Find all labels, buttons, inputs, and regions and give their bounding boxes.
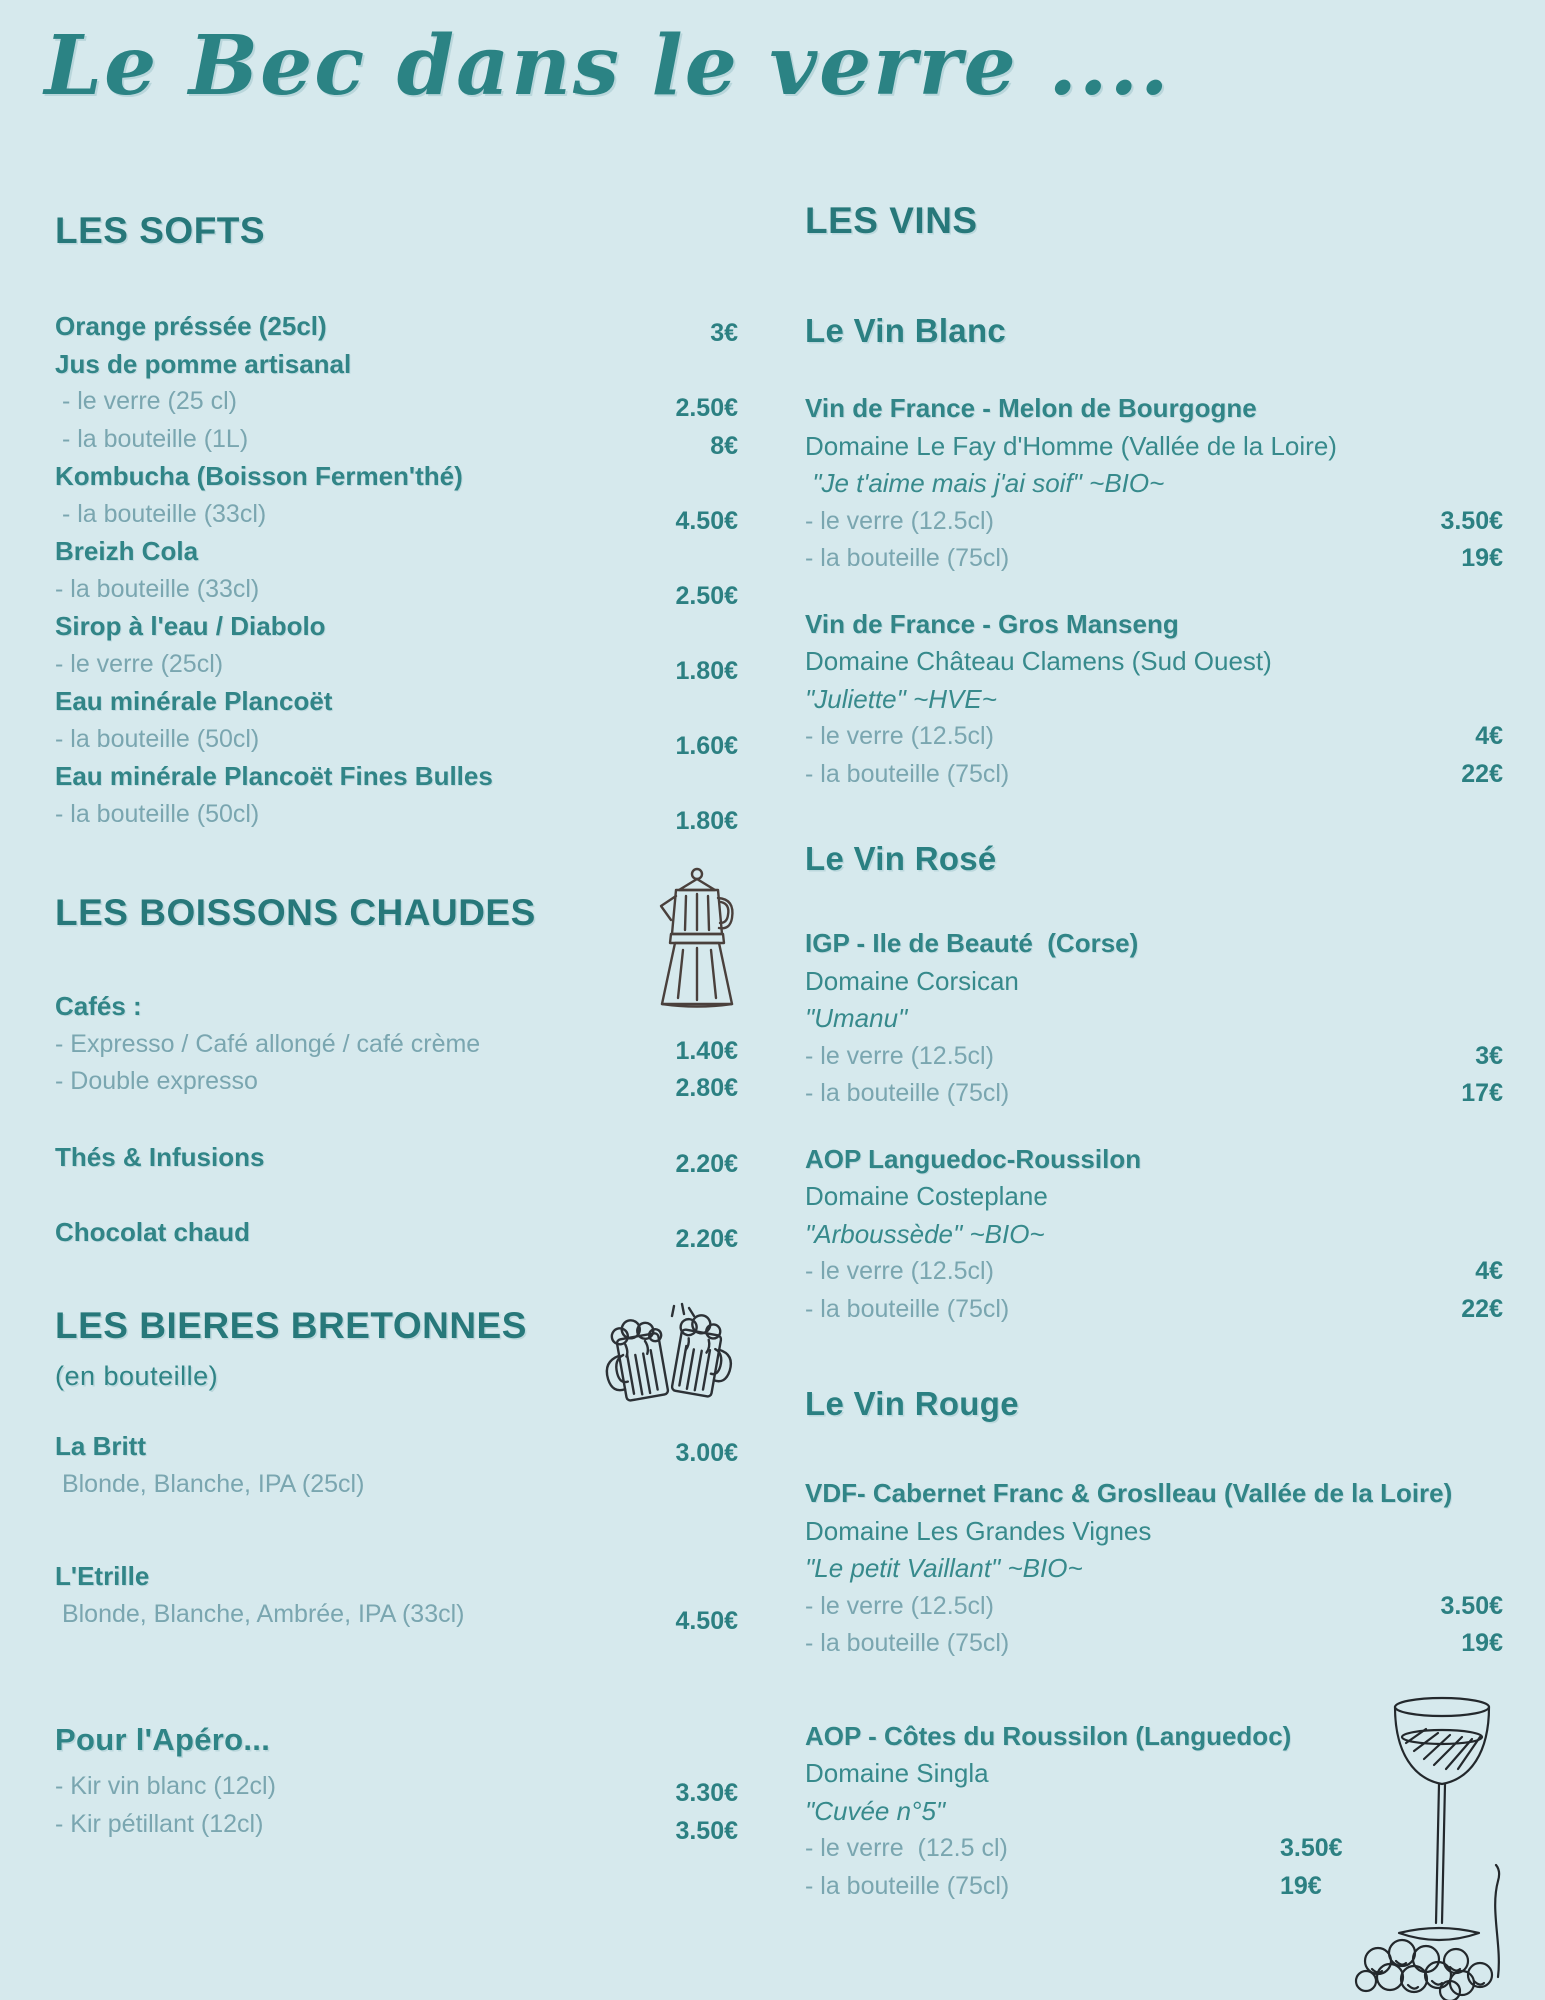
section-header-apero: Pour l'Apéro... bbox=[55, 1722, 271, 1757]
item-label: - la bouteille (50cl) bbox=[55, 799, 260, 828]
item-label: Breizh Cola bbox=[55, 536, 199, 567]
item-label: "Cuvée n°5" bbox=[805, 1795, 946, 1826]
menu-row bbox=[55, 1596, 738, 1634]
menu-row bbox=[805, 606, 1503, 644]
menu-row bbox=[805, 681, 1503, 719]
menu-row bbox=[55, 683, 738, 721]
item-label: - la bouteille (50cl) bbox=[55, 724, 260, 753]
menu-row bbox=[55, 646, 738, 684]
menu-title: Le Bec dans le verre .... bbox=[44, 18, 1171, 114]
price-label: 4€ bbox=[1475, 722, 1503, 751]
menu-row bbox=[55, 1063, 738, 1101]
item-label: Domaine Costeplane bbox=[805, 1181, 1048, 1212]
price-label: 3.50€ bbox=[675, 1816, 738, 1845]
menu-row bbox=[805, 643, 1503, 681]
menu-row bbox=[805, 1625, 1503, 1663]
item-label: - Kir vin blanc (12cl) bbox=[55, 1772, 276, 1801]
menu-row bbox=[55, 796, 738, 834]
item-label: "Je t'aime mais j'ai soif" ~BIO~ bbox=[805, 468, 1165, 499]
item-label: - le verre (12.5cl) bbox=[805, 1591, 994, 1620]
menu-row bbox=[805, 718, 1503, 756]
item-label: Sirop à l'eau / Diabolo bbox=[55, 611, 326, 642]
menu-row bbox=[805, 1113, 1503, 1141]
menu-row bbox=[55, 988, 738, 1026]
menu-row bbox=[805, 1550, 1503, 1588]
bieres-subheader-label: (en bouteille) bbox=[55, 1361, 219, 1391]
menu-row bbox=[805, 1038, 1503, 1076]
item-label: - la bouteille (75cl) bbox=[805, 1294, 1010, 1323]
menu-row bbox=[55, 1558, 738, 1596]
menu-row bbox=[55, 308, 738, 346]
subsection-header-vin-rose: Le Vin Rosé bbox=[805, 840, 997, 877]
vin-rose-list bbox=[805, 925, 1503, 1328]
item-label: - le verre (12.5cl) bbox=[805, 1041, 994, 1070]
price-label: 3.30€ bbox=[675, 1779, 738, 1808]
menu-row bbox=[805, 925, 1503, 963]
item-label: Vin de France - Melon de Bourgogne bbox=[805, 393, 1257, 424]
menu-row bbox=[805, 465, 1503, 503]
item-label: Domaine Corsican bbox=[805, 965, 1019, 996]
menu-row bbox=[55, 383, 738, 421]
item-label: Vin de France - Gros Manseng bbox=[805, 608, 1179, 639]
item-label: - le verre (12.5cl) bbox=[805, 1257, 994, 1286]
menu-row bbox=[805, 1588, 1503, 1626]
price-label: 3.50€ bbox=[1440, 506, 1503, 535]
menu-row bbox=[805, 1000, 1503, 1038]
menu-row bbox=[55, 1176, 738, 1214]
menu-row bbox=[805, 756, 1503, 794]
price-label: 1.80€ bbox=[675, 806, 738, 835]
item-label: VDF- Cabernet Franc & Groslleau (Vallée de la Loire) bbox=[805, 1478, 1453, 1509]
menu-row bbox=[55, 1806, 738, 1844]
item-label: - le verre (12.5cl) bbox=[805, 722, 994, 751]
item-label: "Juliette" ~HVE~ bbox=[805, 683, 997, 714]
vin-blanc-list bbox=[805, 390, 1503, 793]
menu-row bbox=[55, 758, 738, 796]
price-label: 3.00€ bbox=[675, 1439, 738, 1468]
item-label: La Britt bbox=[55, 1431, 146, 1462]
menu-row bbox=[55, 533, 738, 571]
price-label: 3.50€ bbox=[1440, 1591, 1503, 1620]
price-label: 1.40€ bbox=[675, 1036, 738, 1065]
section-header-vins: LES VINS bbox=[805, 200, 978, 241]
item-label: AOP - Côtes du Roussilon (Languedoc) bbox=[805, 1720, 1292, 1751]
price-label: 19€ bbox=[1280, 1871, 1322, 1900]
item-label: "Le petit Vaillant" ~BIO~ bbox=[805, 1553, 1083, 1584]
item-label: Domaine Les Grandes Vignes bbox=[805, 1515, 1152, 1546]
item-label: Orange préssée (25cl) bbox=[55, 311, 327, 342]
menu-row bbox=[55, 608, 738, 646]
price-label: 19€ bbox=[1461, 544, 1503, 573]
price-label: 17€ bbox=[1461, 1079, 1503, 1108]
item-label: IGP - Ile de Beauté (Corse) bbox=[805, 928, 1139, 959]
price-label: 4.50€ bbox=[675, 506, 738, 535]
section-header-boissons-chaudes: LES BOISSONS CHAUDES bbox=[55, 892, 536, 933]
item-label: - Kir pétillant (12cl) bbox=[55, 1809, 264, 1838]
menu-row bbox=[55, 458, 738, 496]
beer-mugs-icon bbox=[590, 1300, 748, 1422]
item-label: "Umanu" bbox=[805, 1003, 908, 1034]
menu-row bbox=[55, 1466, 738, 1504]
subsection-header-vin-rouge: Le Vin Rouge bbox=[805, 1385, 1019, 1422]
price-label: 8€ bbox=[710, 431, 738, 460]
price-label: 4€ bbox=[1475, 1257, 1503, 1286]
price-label: 19€ bbox=[1461, 1629, 1503, 1658]
menu-row bbox=[55, 346, 738, 384]
item-label: - la bouteille (75cl) bbox=[805, 544, 1010, 573]
subsection-header-vin-blanc: Le Vin Blanc bbox=[805, 312, 1007, 349]
item-label: Domaine Le Fay d'Homme (Vallée de la Loire) bbox=[805, 430, 1337, 461]
item-label: - le verre (12.5 cl) bbox=[805, 1834, 1008, 1863]
menu-row bbox=[805, 1513, 1503, 1551]
item-label: L'Etrille bbox=[55, 1561, 150, 1592]
menu-row bbox=[55, 1768, 738, 1806]
beers-list bbox=[55, 1428, 738, 1633]
item-label: Cafés : bbox=[55, 991, 142, 1022]
price-label: 1.60€ bbox=[675, 731, 738, 760]
menu-row bbox=[805, 1291, 1503, 1329]
menu-row bbox=[805, 390, 1503, 428]
menu-row bbox=[55, 1214, 738, 1252]
menu-row bbox=[805, 503, 1503, 541]
item-label: - Expresso / Café allongé / café crème bbox=[55, 1029, 481, 1058]
item-label: Kombucha (Boisson Fermen'thé) bbox=[55, 461, 463, 492]
item-label: - le verre (12.5cl) bbox=[805, 506, 994, 535]
menu-row bbox=[55, 1503, 738, 1558]
menu-row bbox=[805, 1253, 1503, 1291]
softs-list bbox=[55, 308, 738, 833]
menu-row bbox=[805, 1216, 1503, 1254]
menu-row bbox=[805, 963, 1503, 1001]
menu-row bbox=[805, 428, 1503, 466]
moka-pot-icon bbox=[652, 866, 740, 1008]
wine-glass-grapes-icon bbox=[1330, 1685, 1545, 2000]
item-label: Chocolat chaud bbox=[55, 1217, 251, 1248]
price-label: 3.50€ bbox=[1280, 1834, 1343, 1863]
item-label: - Double expresso bbox=[55, 1067, 258, 1096]
item-label: - la bouteille (33cl) bbox=[55, 574, 260, 603]
menu-row bbox=[805, 1141, 1503, 1179]
section-header-bieres bbox=[55, 1305, 527, 1392]
item-label: Blonde, Blanche, IPA (25cl) bbox=[55, 1469, 365, 1498]
price-label: 22€ bbox=[1461, 759, 1503, 788]
menu-row bbox=[805, 1075, 1503, 1113]
hot-drinks-list bbox=[55, 988, 738, 1252]
menu-row bbox=[805, 1178, 1503, 1216]
item-label: - la bouteille (75cl) bbox=[805, 1629, 1010, 1658]
item-label: Eau minérale Plancoët Fines Bulles bbox=[55, 761, 493, 792]
apero-list bbox=[55, 1768, 738, 1843]
price-label: 2.80€ bbox=[675, 1074, 738, 1103]
price-label: 1.80€ bbox=[675, 656, 738, 685]
price-label: 22€ bbox=[1461, 1294, 1503, 1323]
price-label: 2.50€ bbox=[675, 394, 738, 423]
menu-row bbox=[55, 1428, 738, 1466]
item-label: - le verre (25cl) bbox=[55, 649, 224, 678]
price-label: 4.50€ bbox=[675, 1606, 738, 1635]
item-label: Eau minérale Plancoët bbox=[55, 686, 333, 717]
menu-row bbox=[55, 721, 738, 759]
menu-row bbox=[805, 578, 1503, 606]
menu-row bbox=[805, 1475, 1503, 1513]
menu-row bbox=[55, 1101, 738, 1139]
item-label: Blonde, Blanche, Ambrée, IPA (33cl) bbox=[55, 1599, 465, 1628]
item-label: Jus de pomme artisanal bbox=[55, 348, 352, 379]
menu-row bbox=[55, 496, 738, 534]
menu-row bbox=[805, 540, 1503, 578]
item-label: - la bouteille (75cl) bbox=[805, 759, 1010, 788]
price-label: 3€ bbox=[1475, 1041, 1503, 1070]
bieres-header-label: LES BIERES BRETONNES bbox=[55, 1305, 527, 1346]
item-label: - le verre (25 cl) bbox=[55, 387, 237, 416]
menu-row bbox=[55, 1139, 738, 1177]
price-label: 3€ bbox=[710, 319, 738, 348]
item-label: - la bouteille (75cl) bbox=[805, 1079, 1010, 1108]
item-label: - la bouteille (1L) bbox=[55, 424, 249, 453]
item-label: "Arboussède" ~BIO~ bbox=[805, 1218, 1045, 1249]
item-label: Domaine Singla bbox=[805, 1758, 989, 1789]
price-label: 2.50€ bbox=[675, 581, 738, 610]
price-label: 2.20€ bbox=[675, 1225, 738, 1254]
menu-row bbox=[55, 571, 738, 609]
price-label: 2.20€ bbox=[675, 1149, 738, 1178]
menu-row bbox=[55, 1026, 738, 1064]
item-label: Thés & Infusions bbox=[55, 1141, 265, 1172]
item-label: - la bouteille (75cl) bbox=[805, 1871, 1010, 1900]
menu-row bbox=[55, 421, 738, 459]
item-label: Domaine Château Clamens (Sud Ouest) bbox=[805, 646, 1272, 677]
item-label: - la bouteille (33cl) bbox=[55, 499, 267, 528]
item-label: AOP Languedoc-Roussilon bbox=[805, 1143, 1142, 1174]
section-header-softs: LES SOFTS bbox=[55, 210, 266, 251]
